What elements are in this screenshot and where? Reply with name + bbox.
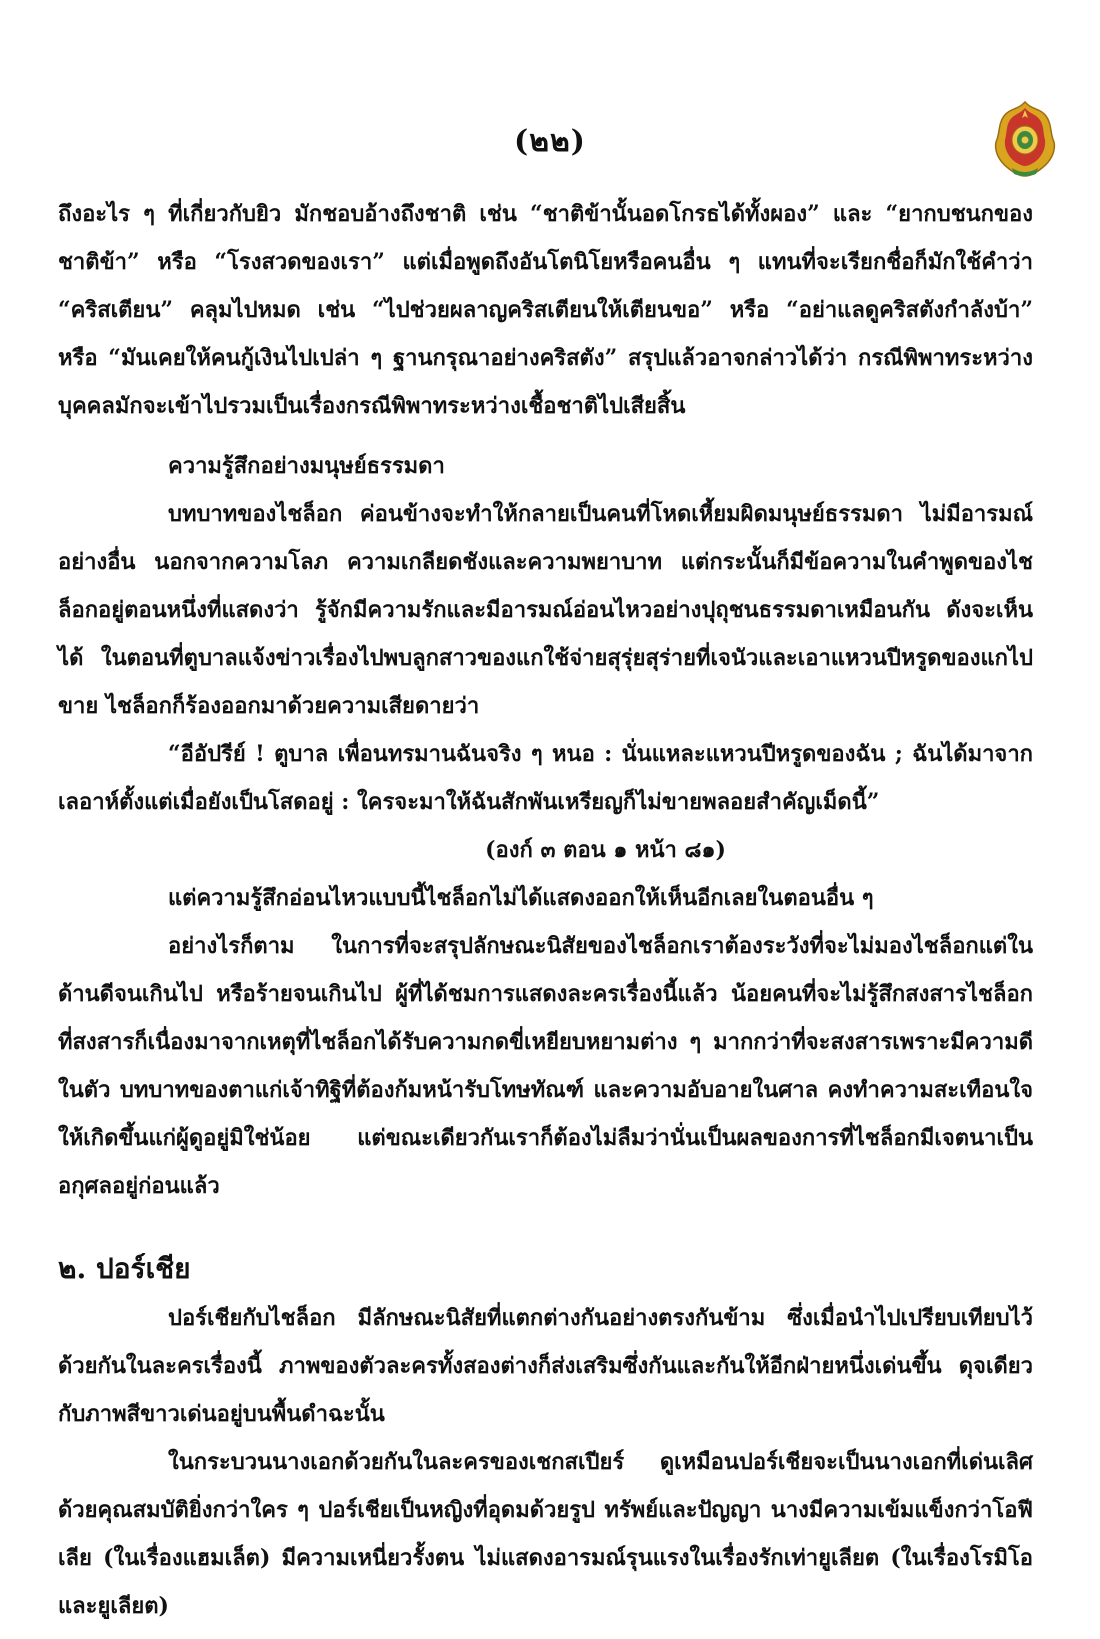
subheading: ความรู้สึกอย่างมนุษย์ธรรมดา xyxy=(168,453,445,479)
page-number: (๒๒) xyxy=(514,124,586,159)
paragraph: ในกระบวนนางเอกด้วยกันในละครของเชกสเปียร์ ดูเหมือนปอร์เชียจะเป็นนางเอกที่เด่นเลิศด้วยคุณสมบัติยิ่งกว่าใคร ๆ ปอร์เชียเป็นหญิงที่อุดมด้วยรูป ทรัพย์และปัญญา นางมีความเข้มแข็งกว่าโอฟีเลีย (ในเรื่องแฮมเล็ต) มีความเหนี่ยวรั้งตน ไม่แสดงอารมณ์รุนแรงในเรื่องรักเท่ายูเลียต (ในเรื่องโรมิโอและยูเลียต) xyxy=(58,1449,1033,1619)
paragraph: อย่างไรก็ตาม ในการที่จะสรุปลักษณะนิสัยของไชล็อกเราต้องระวังที่จะไม่มองไชล็อกแต่ในด้านดีจนเกินไป หรือร้ายจนเกินไป ผู้ที่ได้ชมการแสดงละครเรื่องนี้แล้ว น้อยคนที่จะไม่รู้สึกสงสารไชล็อก ที่สงสารก็เนื่องมาจากเหตุที่ไชล็อกได้รับความกดขี่เหยียบหยามต่าง ๆ มากกว่าที่จะสงสารเพราะมีความดีในตัว บทบาทของตาแก่เจ้าทิฐิที่ต้องก้มหน้ารับโทษทัณฑ์ และความอับอายในศาล คงทำความสะเทือนใจให้เกิดขึ้นแก่ผู้ดูอยู่มิใช่น้อย แต่ขณะเดียวกันเราก็ต้องไม่ลืมว่านั่นเป็นผลของการที่ไชล็อกมีเจตนาเป็นอกุศลอยู่ก่อนแล้ว xyxy=(58,933,1033,1199)
section-heading: ๒. ปอร์เชีย xyxy=(58,1252,191,1285)
paragraph: ปอร์เชียกับไชล็อก มีลักษณะนิสัยที่แตกต่างกันอย่างตรงกันข้าม ซึ่งเมื่อนำไปเปรียบเทียบไว้ด้วยกันในละครเรื่องนี้ ภาพของตัวละครทั้งสองต่างก็ส่งเสริมซึ่งกันและกันให้อีกฝ่ายหนึ่งเด่นขึ้น ดุจเดียวกับภาพสีขาวเด่นอยู่บนพื้นดำฉะนั้น xyxy=(58,1305,1033,1427)
quotation: “อีอัปรีย์ ! ตูบาล เพื่อนทรมานฉันจริง ๆ หนอ : นั่นแหละแหวนปีหรูดของฉัน ; ฉันได้มาจากเลอาห์ตั้งแต่เมื่อยังเป็นโสดอยู่ : ใครจะมาให้ฉันสักพันเหรียญก็ไม่ขายพลอยสำคัญเม็ดนี้” xyxy=(58,741,1033,815)
citation: (องก์ ๓ ตอน ๑ หน้า ๘๑) xyxy=(485,837,726,863)
paragraph: แต่ความรู้สึกอ่อนไหวแบบนี้ไชล็อกไม่ได้แสดงออกให้เห็นอีกเลยในตอนอื่น ๆ xyxy=(168,885,874,911)
ministry-emblem-icon xyxy=(990,100,1060,178)
paragraph: ถึงอะไร ๆ ที่เกี่ยวกับยิว มักชอบอ้างถึงชาติ เช่น “ชาติข้านั้นอดโกรธได้ทั้งผอง” และ “ยากบชนกของชาติข้า” หรือ “โรงสวดของเรา” แต่เมื่อพูดถึงอันโตนิโยหรือคนอื่น ๆ แทนที่จะเรียกชื่อก็มักใช้คำว่า “คริสเตียน” คลุมไปหมด เช่น “ไปช่วยผลาญคริสเตียนให้เตียนขอ” หรือ “อย่าแลดูคริสตังกำลังบ้า” หรือ “มันเคยให้คนกู้เงินไปเปล่า ๆ ฐานกรุณาอย่างคริสตัง” สรุปแล้วอาจกล่าวได้ว่า กรณีพิพาทระหว่างบุคคลมักจะเข้าไปรวมเป็นเรื่องกรณีพิพาทระหว่างเชื้อชาติไปเสียสิ้น xyxy=(58,201,1033,419)
document-body xyxy=(58,190,1033,1630)
paragraph: บทบาทของไชล็อก ค่อนข้างจะทำให้กลายเป็นคนที่โหดเหี้ยมผิดมนุษย์ธรรมดา ไม่มีอารมณ์อย่างอื่น นอกจากความโลภ ความเกลียดชังและความพยาบาท แต่กระนั้นก็มีข้อความในคำพูดของไชล็อกอยู่ตอนหนึ่งที่แสดงว่า รู้จักมีความรักและมีอารมณ์อ่อนไหวอย่างปุถุชนธรรมดาเหมือนกัน ดังจะเห็นได้ ในตอนที่ตูบาลแจ้งข่าวเรื่องไปพบลูกสาวของแกใช้จ่ายสุรุ่ยสุร่ายที่เจนัวและเอาแหวนปีหรูดของแกไปขาย ไชล็อกก็ร้องออกมาด้วยความเสียดายว่า xyxy=(58,501,1033,719)
